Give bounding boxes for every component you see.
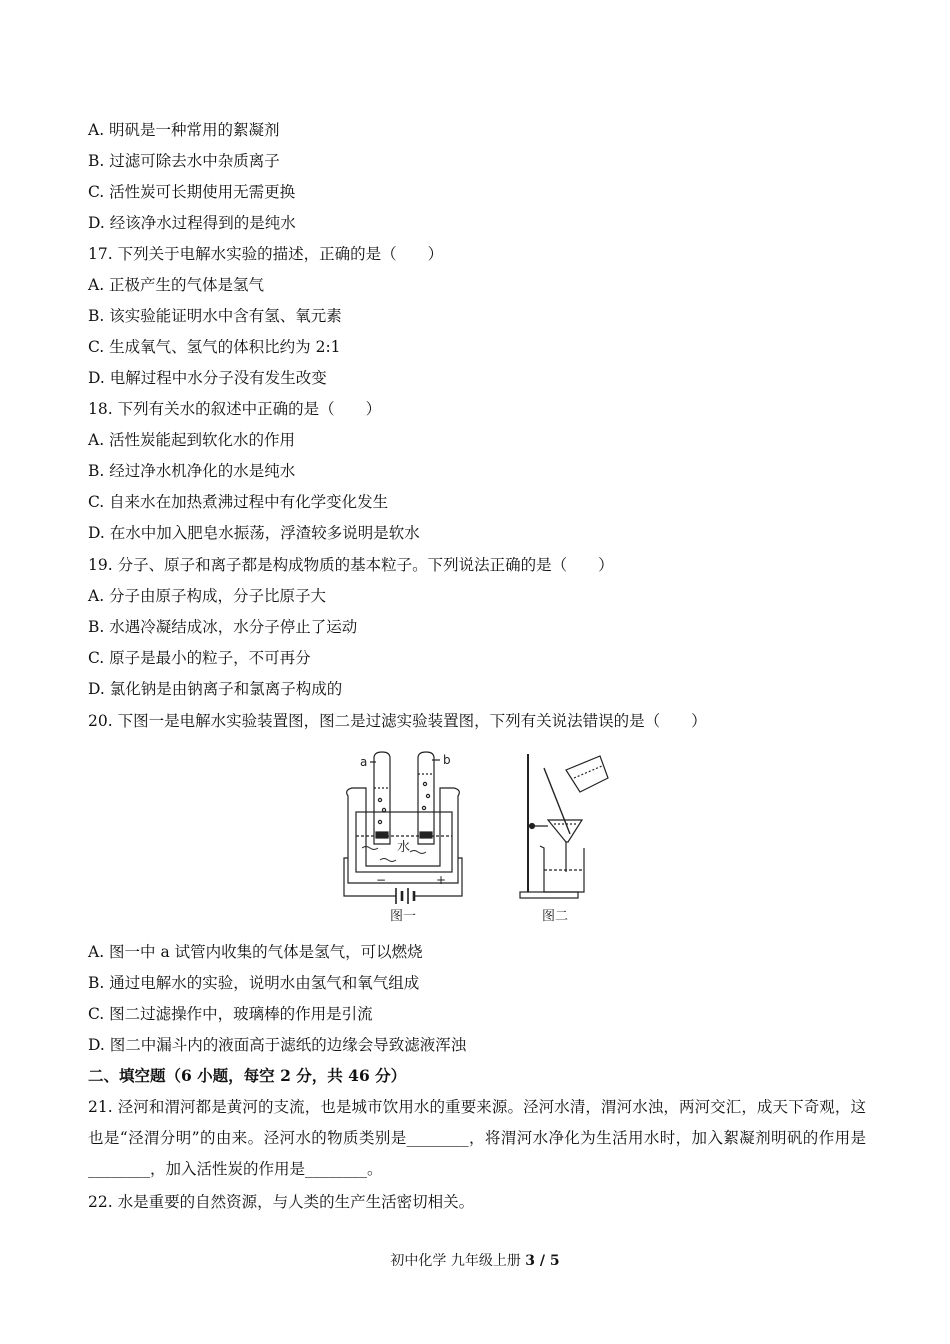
q18-option-c: C. 自来水在加热煮沸过程中有化学变化发生 [88, 493, 389, 511]
caption-figure-1: 图一 [390, 909, 417, 924]
electrolysis-apparatus [344, 752, 462, 924]
q18-stem: 18. 下列有关水的叙述中正确的是（ ） [88, 400, 382, 418]
footer-page-number: 3 / 5 [525, 1253, 560, 1269]
q19-option-b: B. 水遇冷凝结成冰，水分子停止了运动 [88, 618, 358, 636]
q20-option-a: A. 图一中 a 试管内收集的气体是氢气，可以燃烧 [88, 943, 423, 961]
q19-option-a: A. 分子由原子构成，分子比原子大 [88, 587, 327, 605]
q19-stem: 19. 分子、原子和离子都是构成物质的基本粒子。下列说法正确的是（ ） [88, 556, 614, 574]
q18-option-d: D. 在水中加入肥皂水振荡，浮渣较多说明是软水 [88, 524, 420, 542]
page-footer [0, 1250, 950, 1270]
filtration-apparatus [520, 754, 608, 924]
q17-option-c: C. 生成氧气、氢气的体积比约为 2:1 [88, 338, 341, 356]
label-b: b [443, 753, 451, 767]
q19-option-c: C. 原子是最小的粒子，不可再分 [88, 649, 311, 667]
q19-option-d: D. 氯化钠是由钠离子和氯离子构成的 [88, 680, 343, 698]
q21-text: 21. 泾河和渭河都是黄河的支流，也是城市饮用水的重要来源。泾河水清，渭河水浊，两河交汇，成天下奇观，这也是“泾渭分明”的由来。泾河水的物质类别是________，将渭河水净化为生活用水时，加入絮凝剂明矾的作用是________，加入活性炭的作用是________。 [88, 1098, 866, 1178]
label-water: 水 [397, 840, 411, 855]
footer-course: 初中化学 九年级上册 [390, 1253, 521, 1269]
label-minus: − [376, 873, 387, 887]
q16-option-b: B. 过滤可除去水中杂质离子 [88, 152, 280, 170]
q17-option-b: B. 该实验能证明水中含有氢、氧元素 [88, 307, 342, 325]
q16-option-c: C. 活性炭可长期使用无需更换 [88, 183, 296, 201]
q20-option-c: C. 图二过滤操作中，玻璃棒的作用是引流 [88, 1005, 373, 1023]
q16-option-d: D. 经该净水过程得到的是纯水 [88, 214, 296, 232]
q20-option-b: B. 通过电解水的实验，说明水由氢气和氧气组成 [88, 974, 420, 992]
q20-option-d: D. 图二中漏斗内的液面高于滤纸的边缘会导致滤液浑浊 [88, 1036, 467, 1054]
q17-option-a: A. 正极产生的气体是氢气 [88, 276, 265, 294]
q20-figure [330, 748, 630, 928]
label-a: a [360, 755, 368, 769]
q22-text: 22. 水是重要的自然资源，与人类的生产生活密切相关。 [88, 1193, 475, 1211]
caption-figure-2: 图二 [542, 909, 569, 924]
section-heading-fill-in: 二、填空题（6 小题，每空 2 分，共 46 分） [88, 1066, 407, 1085]
q18-option-a: A. 活性炭能起到软化水的作用 [88, 431, 296, 449]
q20-stem: 20. 下图一是电解水实验装置图，图二是过滤实验装置图，下列有关说法错误的是（ ） [88, 712, 707, 730]
q16-option-a: A. 明矾是一种常用的絮凝剂 [88, 121, 280, 139]
q18-option-b: B. 经过净水机净化的水是纯水 [88, 462, 296, 480]
label-plus: + [436, 873, 447, 887]
q17-option-d: D. 电解过程中水分子没有发生改变 [88, 369, 327, 387]
q17-stem: 17. 下列关于电解水实验的描述，正确的是（ ） [88, 245, 444, 263]
